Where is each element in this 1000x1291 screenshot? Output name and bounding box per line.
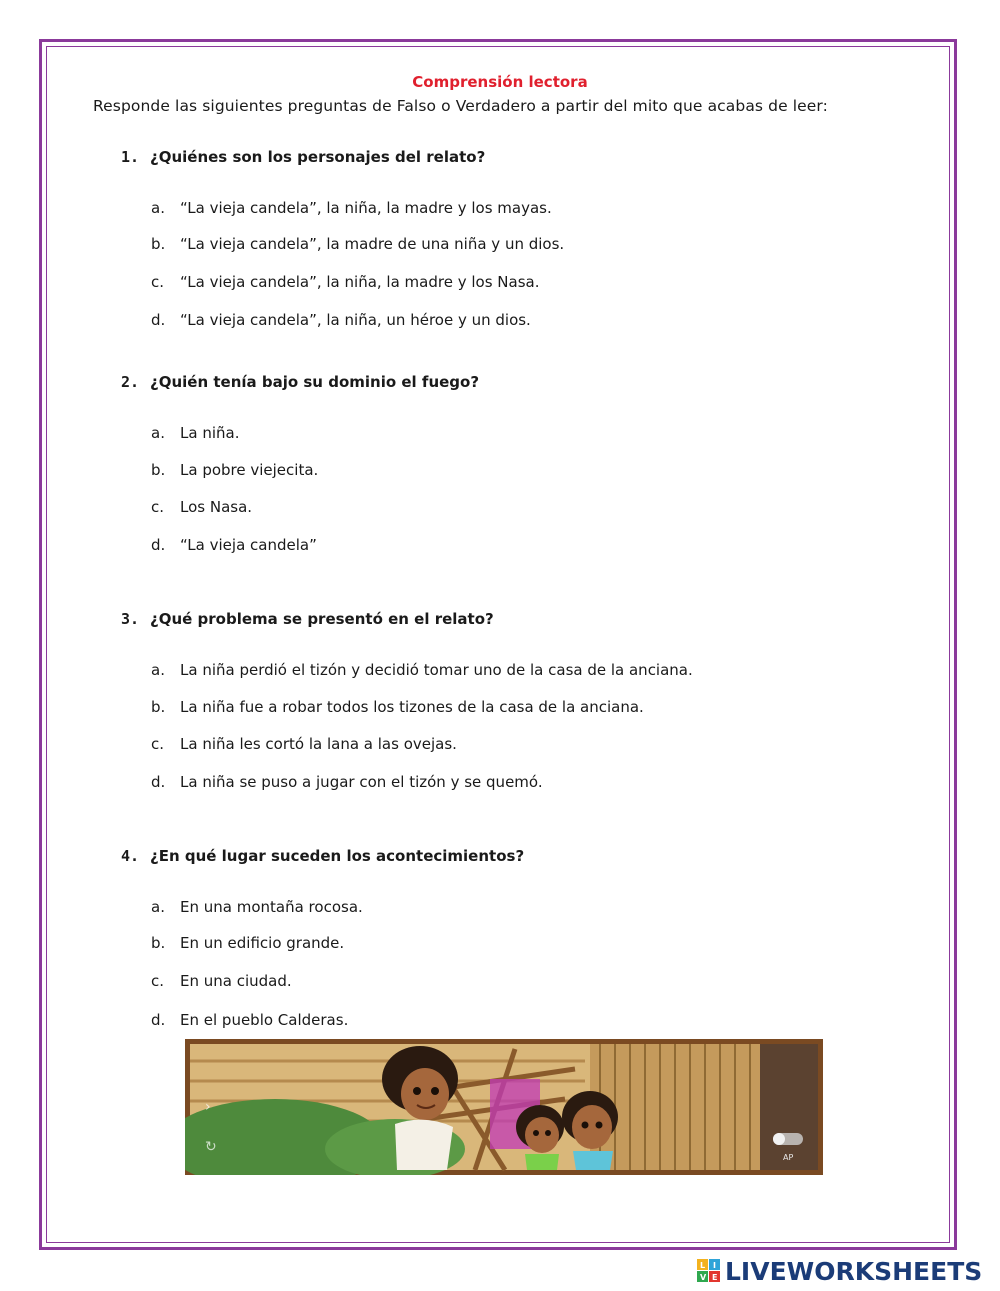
question-2 [121,373,479,391]
option-text: La niña. [180,424,240,442]
option-4c[interactable] [151,972,292,990]
question-number: 3. [121,610,140,628]
option-letter: d. [151,536,166,554]
question-number: 2. [121,373,140,391]
option-text: La niña fue a robar todos los tizones de la casa de la anciana. [180,698,644,716]
question-text: ¿Qué problema se presentó en el relato? [150,610,494,628]
option-letter: b. [151,461,166,479]
option-letter: b. [151,235,166,253]
option-letter: d. [151,311,166,329]
option-3d[interactable] [151,773,543,791]
question-text: ¿En qué lugar suceden los acontecimientos? [150,847,525,865]
option-letter: a. [151,199,165,217]
option-1a[interactable] [151,199,552,217]
option-letter: c. [151,498,165,516]
logo-text: LIVEWORKSHEETS [725,1256,983,1286]
option-4b[interactable] [151,934,344,952]
option-letter: a. [151,661,165,679]
option-3c[interactable] [151,735,457,753]
next-arrow-icon: › [205,1099,211,1115]
option-text: “La vieja candela”, la niña, la madre y los mayas. [180,199,552,217]
option-letter: b. [151,698,166,716]
option-letter: b. [151,934,166,952]
option-letter: c. [151,735,165,753]
option-text: “La vieja candela”, la niña, un héroe y un dios. [180,311,531,329]
option-1b[interactable] [151,235,564,253]
ap-badge: AP [783,1153,794,1162]
question-text: ¿Quién tenía bajo su dominio el fuego? [150,373,480,391]
option-3b[interactable] [151,698,644,716]
worksheet-title: Comprensión lectora [412,73,588,91]
svg-text:E: E [712,1273,718,1282]
logo-badge-icon [697,1259,721,1283]
option-4a[interactable] [151,898,363,916]
option-3a[interactable] [151,661,693,679]
option-1c[interactable] [151,273,539,291]
svg-text:L: L [700,1261,706,1270]
liveworksheets-logo[interactable] [697,1257,982,1285]
doorway [760,1044,818,1170]
option-text: La pobre viejecita. [180,461,319,479]
svg-text:I: I [713,1261,716,1270]
question-1 [121,148,485,166]
option-text: “La vieja candela” [180,536,317,554]
option-2b[interactable] [151,461,318,479]
option-1d[interactable] [151,311,531,329]
option-letter: d. [151,1011,166,1029]
option-text: En una montaña rocosa. [180,898,363,916]
option-text: La niña se puso a jugar con el tizón y se quemó. [180,773,543,791]
option-letter: d. [151,773,166,791]
option-text: En el pueblo Calderas. [180,1011,349,1029]
option-2a[interactable] [151,424,239,442]
option-4d[interactable] [151,1011,348,1029]
question-text: ¿Quiénes son los personajes del relato? [150,148,486,166]
option-text: “La vieja candela”, la madre de una niña y un dios. [180,235,565,253]
option-text: “La vieja candela”, la niña, la madre y los Nasa. [180,273,540,291]
option-text: En un edificio grande. [180,934,345,952]
question-number: 1. [121,148,140,166]
option-text: La niña les cortó la lana a las ovejas. [180,735,457,753]
option-letter: c. [151,273,165,291]
option-2d[interactable] [151,536,317,554]
question-3 [121,610,494,628]
question-number: 4. [121,847,140,865]
option-text: Los Nasa. [180,498,253,516]
option-letter: c. [151,972,165,990]
story-illustration [185,1039,823,1175]
worksheet-instructions: Responde las siguientes preguntas de Falso o Verdadero a partir del mito que acabas de leer: [93,97,828,115]
option-text: La niña perdió el tizón y decidió tomar uno de la casa de la anciana. [180,661,693,679]
option-letter: a. [151,424,165,442]
toggle-knob [773,1133,785,1145]
option-text: En una ciudad. [180,972,292,990]
option-2c[interactable] [151,498,252,516]
question-4 [121,847,524,865]
replay-icon: ↻ [205,1139,217,1155]
svg-text:V: V [700,1273,707,1282]
option-letter: a. [151,898,165,916]
